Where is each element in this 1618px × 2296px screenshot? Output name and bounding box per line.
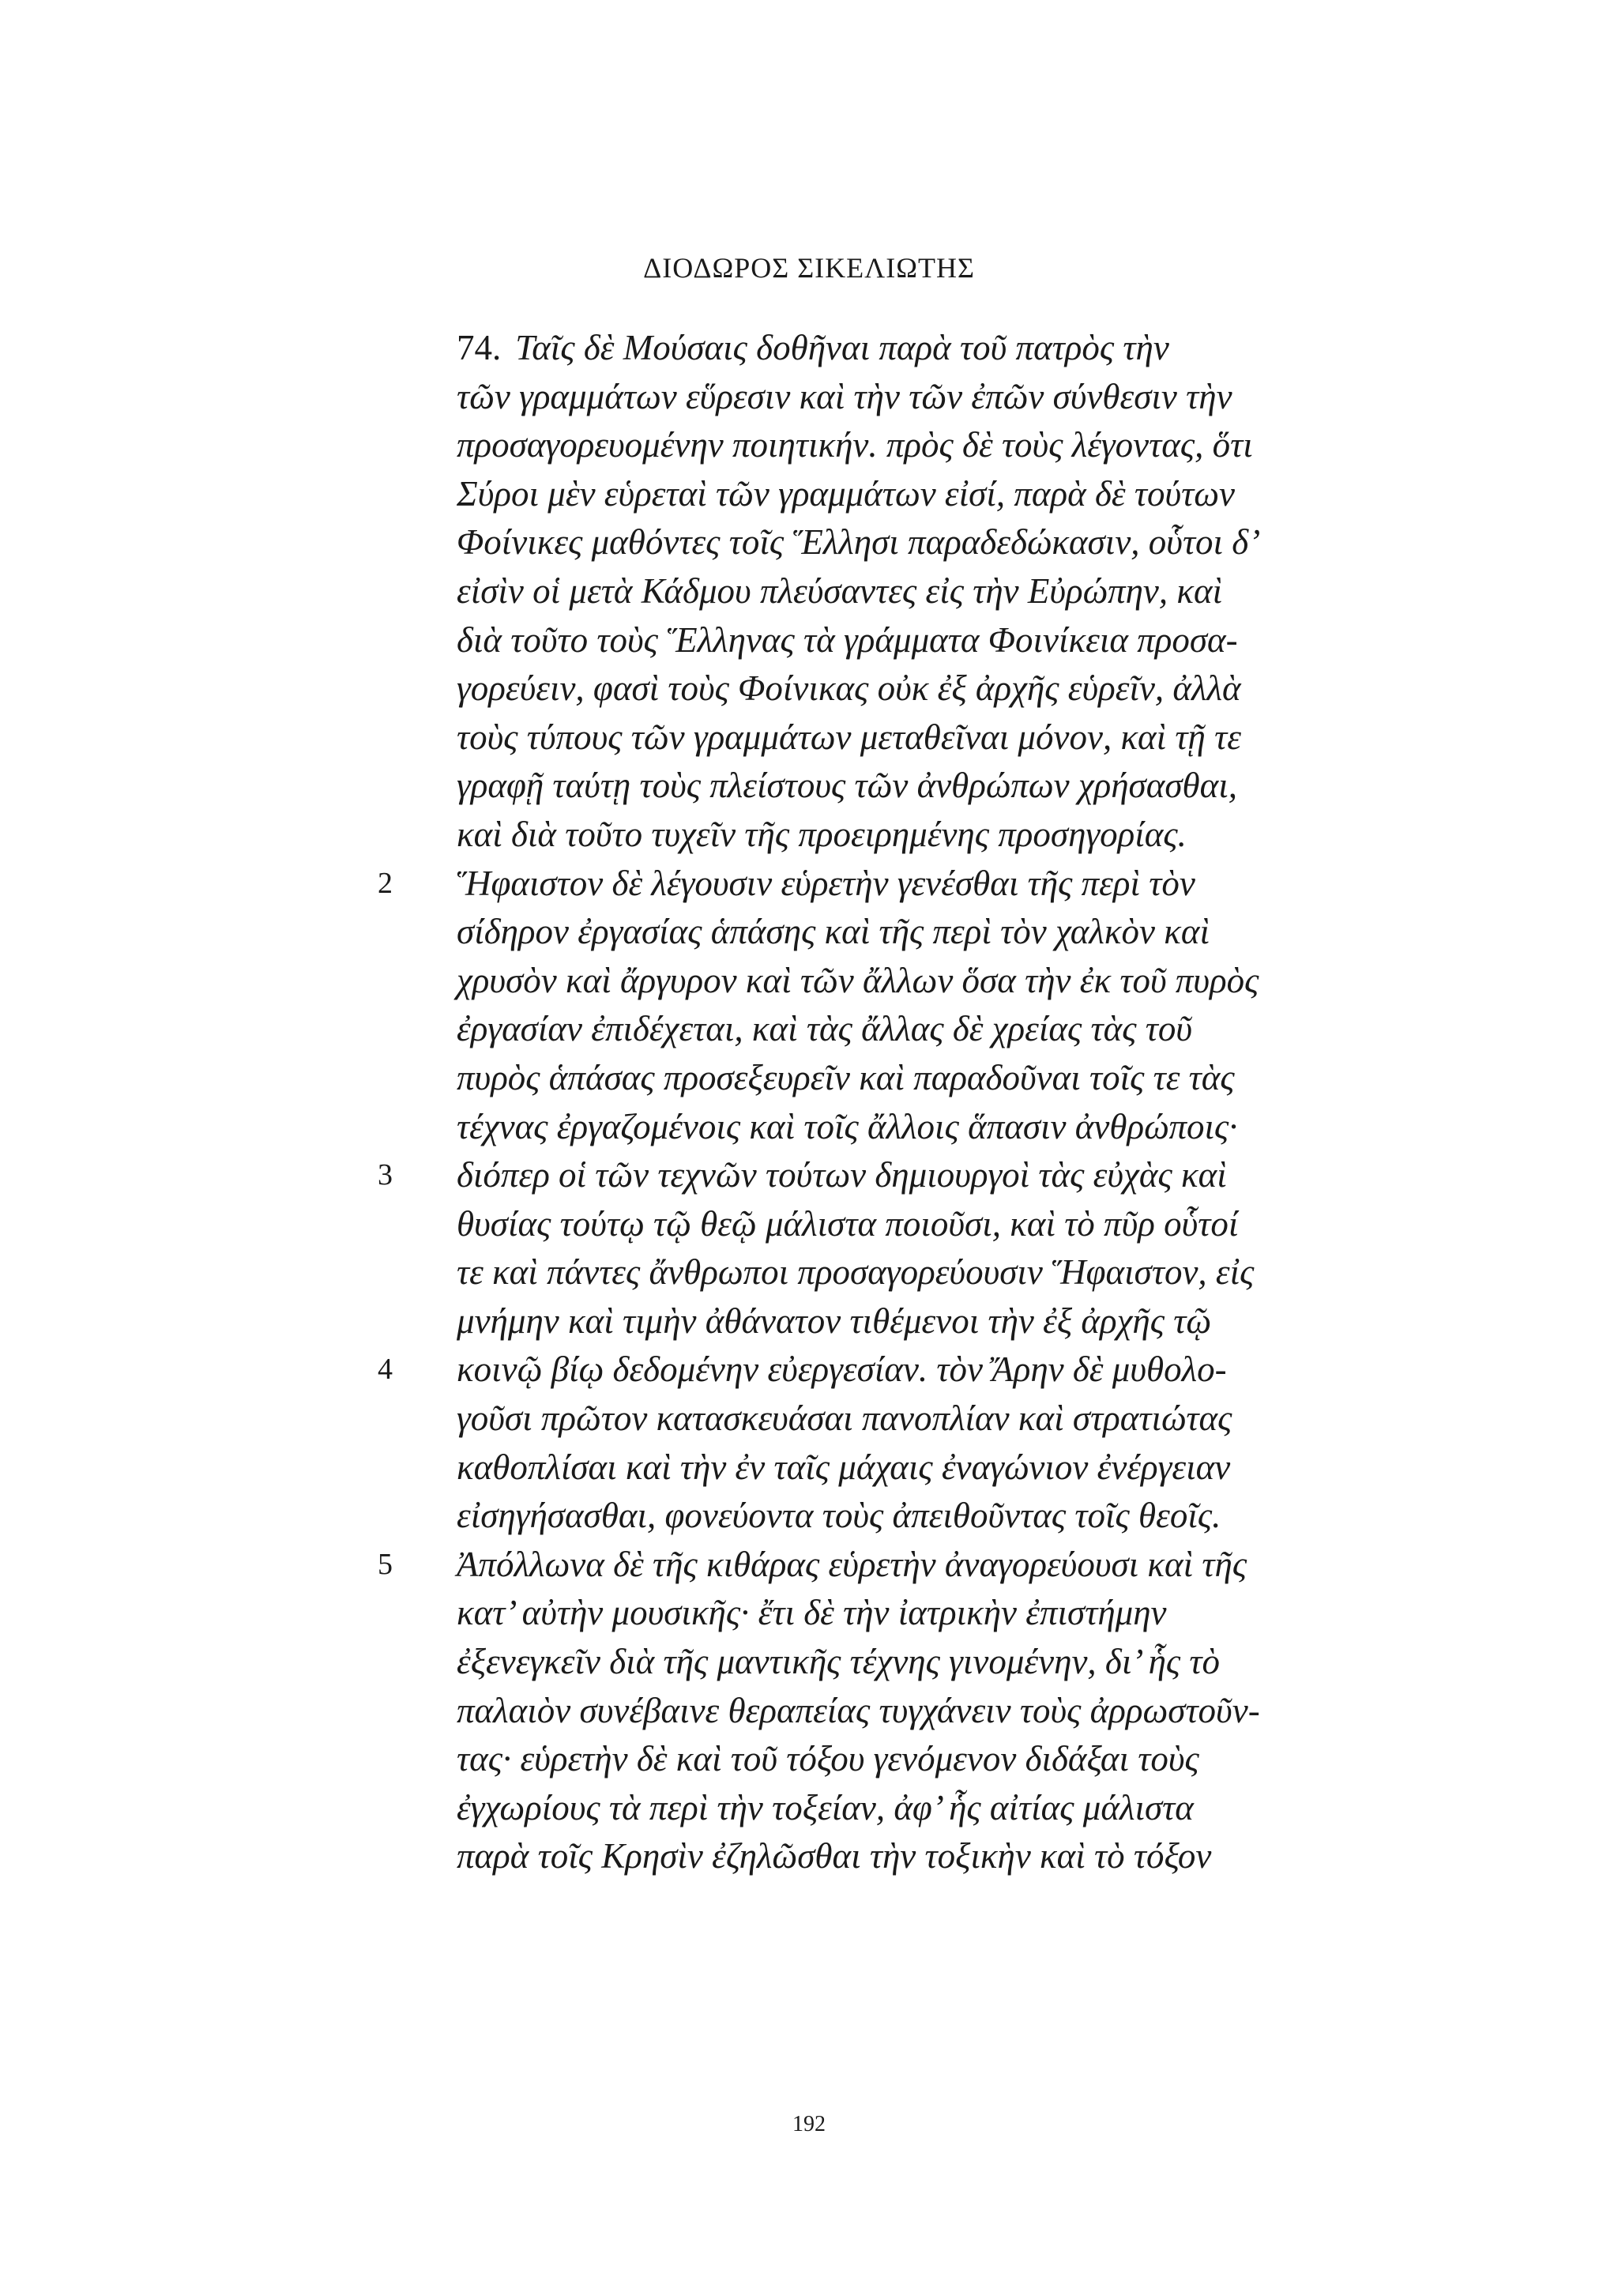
line-text: Ταῖς δὲ Μούσαις δοθῆναι παρὰ τοῦ πατρὸς τὴν — [515, 328, 1169, 367]
section-number: 2 — [378, 866, 393, 900]
line-text: τε καὶ πάντες ἄνθρωποι προσαγορεύουσιν Ἥφαιστον, εἰς — [457, 1252, 1255, 1293]
text-line — [378, 1541, 1389, 1590]
text-line — [457, 1589, 1389, 1638]
line-text: καὶ διὰ τοῦτο τυχεῖν τῆς προειρημένης προσηγορίας. — [457, 814, 1187, 854]
line-text: τῶν γραμμάτων εὕρεσιν καὶ τὴν τῶν ἐπῶν σύνθεσιν τὴν — [457, 376, 1232, 416]
text-line — [457, 616, 1389, 665]
line-text: διὰ τοῦτο τοὺς Ἕλληνας τὰ γράμματα Φοινίκεια προσα- — [457, 619, 1238, 660]
text-line — [457, 421, 1389, 470]
line-text: Σύροι μὲν εὑρεταὶ τῶν γραμμάτων εἰσί, παρὰ δὲ τούτων — [457, 473, 1236, 514]
text-line — [378, 860, 1389, 909]
section-number: 5 — [378, 1547, 393, 1581]
line-text: χρυσὸν καὶ ἄργυρον καὶ τῶν ἄλλων ὅσα τὴν ἐκ τοῦ πυρὸς — [457, 960, 1259, 1000]
body-text — [378, 324, 1389, 1881]
line-text: Ἥφαιστον δὲ λέγουσιν εὑρετὴν γενέσθαι τῆς περὶ τὸν — [457, 863, 1195, 903]
line-text: κατ’ αὐτὴν μουσικῆς· ἔτι δὲ τὴν ἰατρικὴν ἐπιστήμην — [457, 1593, 1167, 1633]
text-line — [457, 713, 1389, 762]
text-line — [457, 1735, 1389, 1784]
line-text: κοινῷ βίῳ δεδομένην εὐεργεσίαν. τὸν Ἄρην δὲ μυθολο- — [457, 1349, 1227, 1390]
text-line — [457, 1395, 1389, 1443]
text-line — [457, 373, 1389, 422]
text-line — [457, 518, 1389, 567]
line-text: γορεύειν, φασὶ τοὺς Φοίνικας οὐκ ἐξ ἀρχῆς εὑρεῖν, ἀλλὰ — [457, 668, 1241, 709]
text-line — [457, 1054, 1389, 1103]
running-head: ΔΙΟΔΩΡΟΣ ΣΙΚΕΛΙΩΤΗΣ — [643, 252, 975, 284]
text-line — [457, 1200, 1389, 1249]
line-text: παρὰ τοῖς Κρησὶν ἐζηλῶσθαι τὴν τοξικὴν καὶ τὸ τόξον — [457, 1836, 1212, 1876]
text-line — [457, 567, 1389, 616]
line-text: παλαιὸν συνέβαινε θεραπείας τυγχάνειν τοὺς ἀρρωστοῦν- — [457, 1690, 1260, 1730]
text-line — [457, 811, 1389, 860]
line-text: τοὺς τύπους τῶν γραμμάτων μεταθεῖναι μόνον, καὶ τῇ τε — [457, 717, 1241, 757]
line-text: σίδηρον ἐργασίας ἁπάσης καὶ τῆς περὶ τὸν χαλκὸν καὶ — [457, 912, 1210, 952]
text-line — [457, 1297, 1389, 1346]
section-number: 3 — [378, 1158, 393, 1192]
text-line — [457, 1687, 1389, 1736]
line-text: προσαγορευομένην ποιητικήν. πρὸς δὲ τοὺς λέγοντας, ὅτι — [457, 425, 1253, 465]
line-text: θυσίας τούτῳ τῷ θεῷ μάλιστα ποιοῦσι, καὶ τὸ πῦρ οὗτοί — [457, 1203, 1239, 1244]
line-text: γραφῇ ταύτῃ τοὺς πλείστους τῶν ἀνθρώπων χρήσασθαι, — [457, 766, 1238, 806]
line-text: τας· εὑρετὴν δὲ καὶ τοῦ τόξου γενόμενον διδάξαι τοὺς — [457, 1739, 1199, 1779]
chapter-number: 74. — [457, 328, 502, 367]
line-text: ἐργασίαν ἐπιδέχεται, καὶ τὰς ἄλλας δὲ χρείας τὰς τοῦ — [457, 1009, 1193, 1049]
text-line — [457, 957, 1389, 1006]
line-text: πυρὸς ἁπάσας προσεξευρεῖν καὶ παραδοῦναι τοῖς τε τὰς — [457, 1057, 1235, 1097]
text-line — [457, 762, 1389, 811]
text-line — [457, 1005, 1389, 1054]
line-text: Ἀπόλλωνα δὲ τῆς κιθάρας εὑρετὴν ἀναγορεύουσι καὶ τῆς — [457, 1544, 1247, 1584]
text-line — [457, 1443, 1389, 1492]
line-text: γοῦσι πρῶτον κατασκευάσαι πανοπλίαν καὶ στρατιώτας — [457, 1398, 1232, 1439]
text-line — [457, 908, 1389, 957]
line-text: εἰσηγήσασθαι, φονεύοντα τοὺς ἀπειθοῦντας τοῖς θεοῖς. — [457, 1496, 1221, 1536]
text-line — [457, 1103, 1389, 1152]
line-text: Φοίνικες μαθόντες τοῖς Ἕλλησι παραδεδώκασιν, οὗτοι δ’ — [457, 522, 1261, 563]
line-text: καθοπλίσαι καὶ τὴν ἐν ταῖς μάχαις ἐναγώνιον ἐνέργειαν — [457, 1447, 1231, 1487]
line-text: εἰσὶν οἱ μετὰ Κάδμου πλεύσαντες εἰς τὴν Εὐρώπην, καὶ — [457, 570, 1223, 611]
line-text: ἐξενεγκεῖν διὰ τῆς μαντικῆς τέχνης γινομένην, δι’ ἧς τὸ — [457, 1642, 1221, 1682]
text-line — [378, 1346, 1389, 1395]
line-text: τέχνας ἐργαζομένοις καὶ τοῖς ἄλλοις ἅπασιν ἀνθρώποις· — [457, 1106, 1238, 1146]
line-text: διόπερ οἱ τῶν τεχνῶν τούτων δημιουργοὶ τὰς εὐχὰς καὶ — [457, 1155, 1227, 1195]
line-text: ἐγχωρίους τὰ περὶ τὴν τοξείαν, ἀφ’ ἧς αἰτίας μάλιστα — [457, 1787, 1194, 1827]
section-number: 4 — [378, 1353, 393, 1387]
text-line — [457, 1492, 1389, 1541]
text-line — [378, 1151, 1389, 1200]
page-number: 192 — [792, 2112, 826, 2136]
text-line — [457, 1832, 1389, 1881]
text-line — [457, 324, 1389, 373]
text-line — [457, 1638, 1389, 1687]
text-line — [457, 1248, 1389, 1297]
line-text: μνήμην καὶ τιμὴν ἀθάνατον τιθέμενοι τὴν ἐξ ἀρχῆς τῷ — [457, 1300, 1212, 1341]
text-line — [457, 664, 1389, 713]
text-line — [457, 470, 1389, 519]
text-line — [457, 1784, 1389, 1833]
